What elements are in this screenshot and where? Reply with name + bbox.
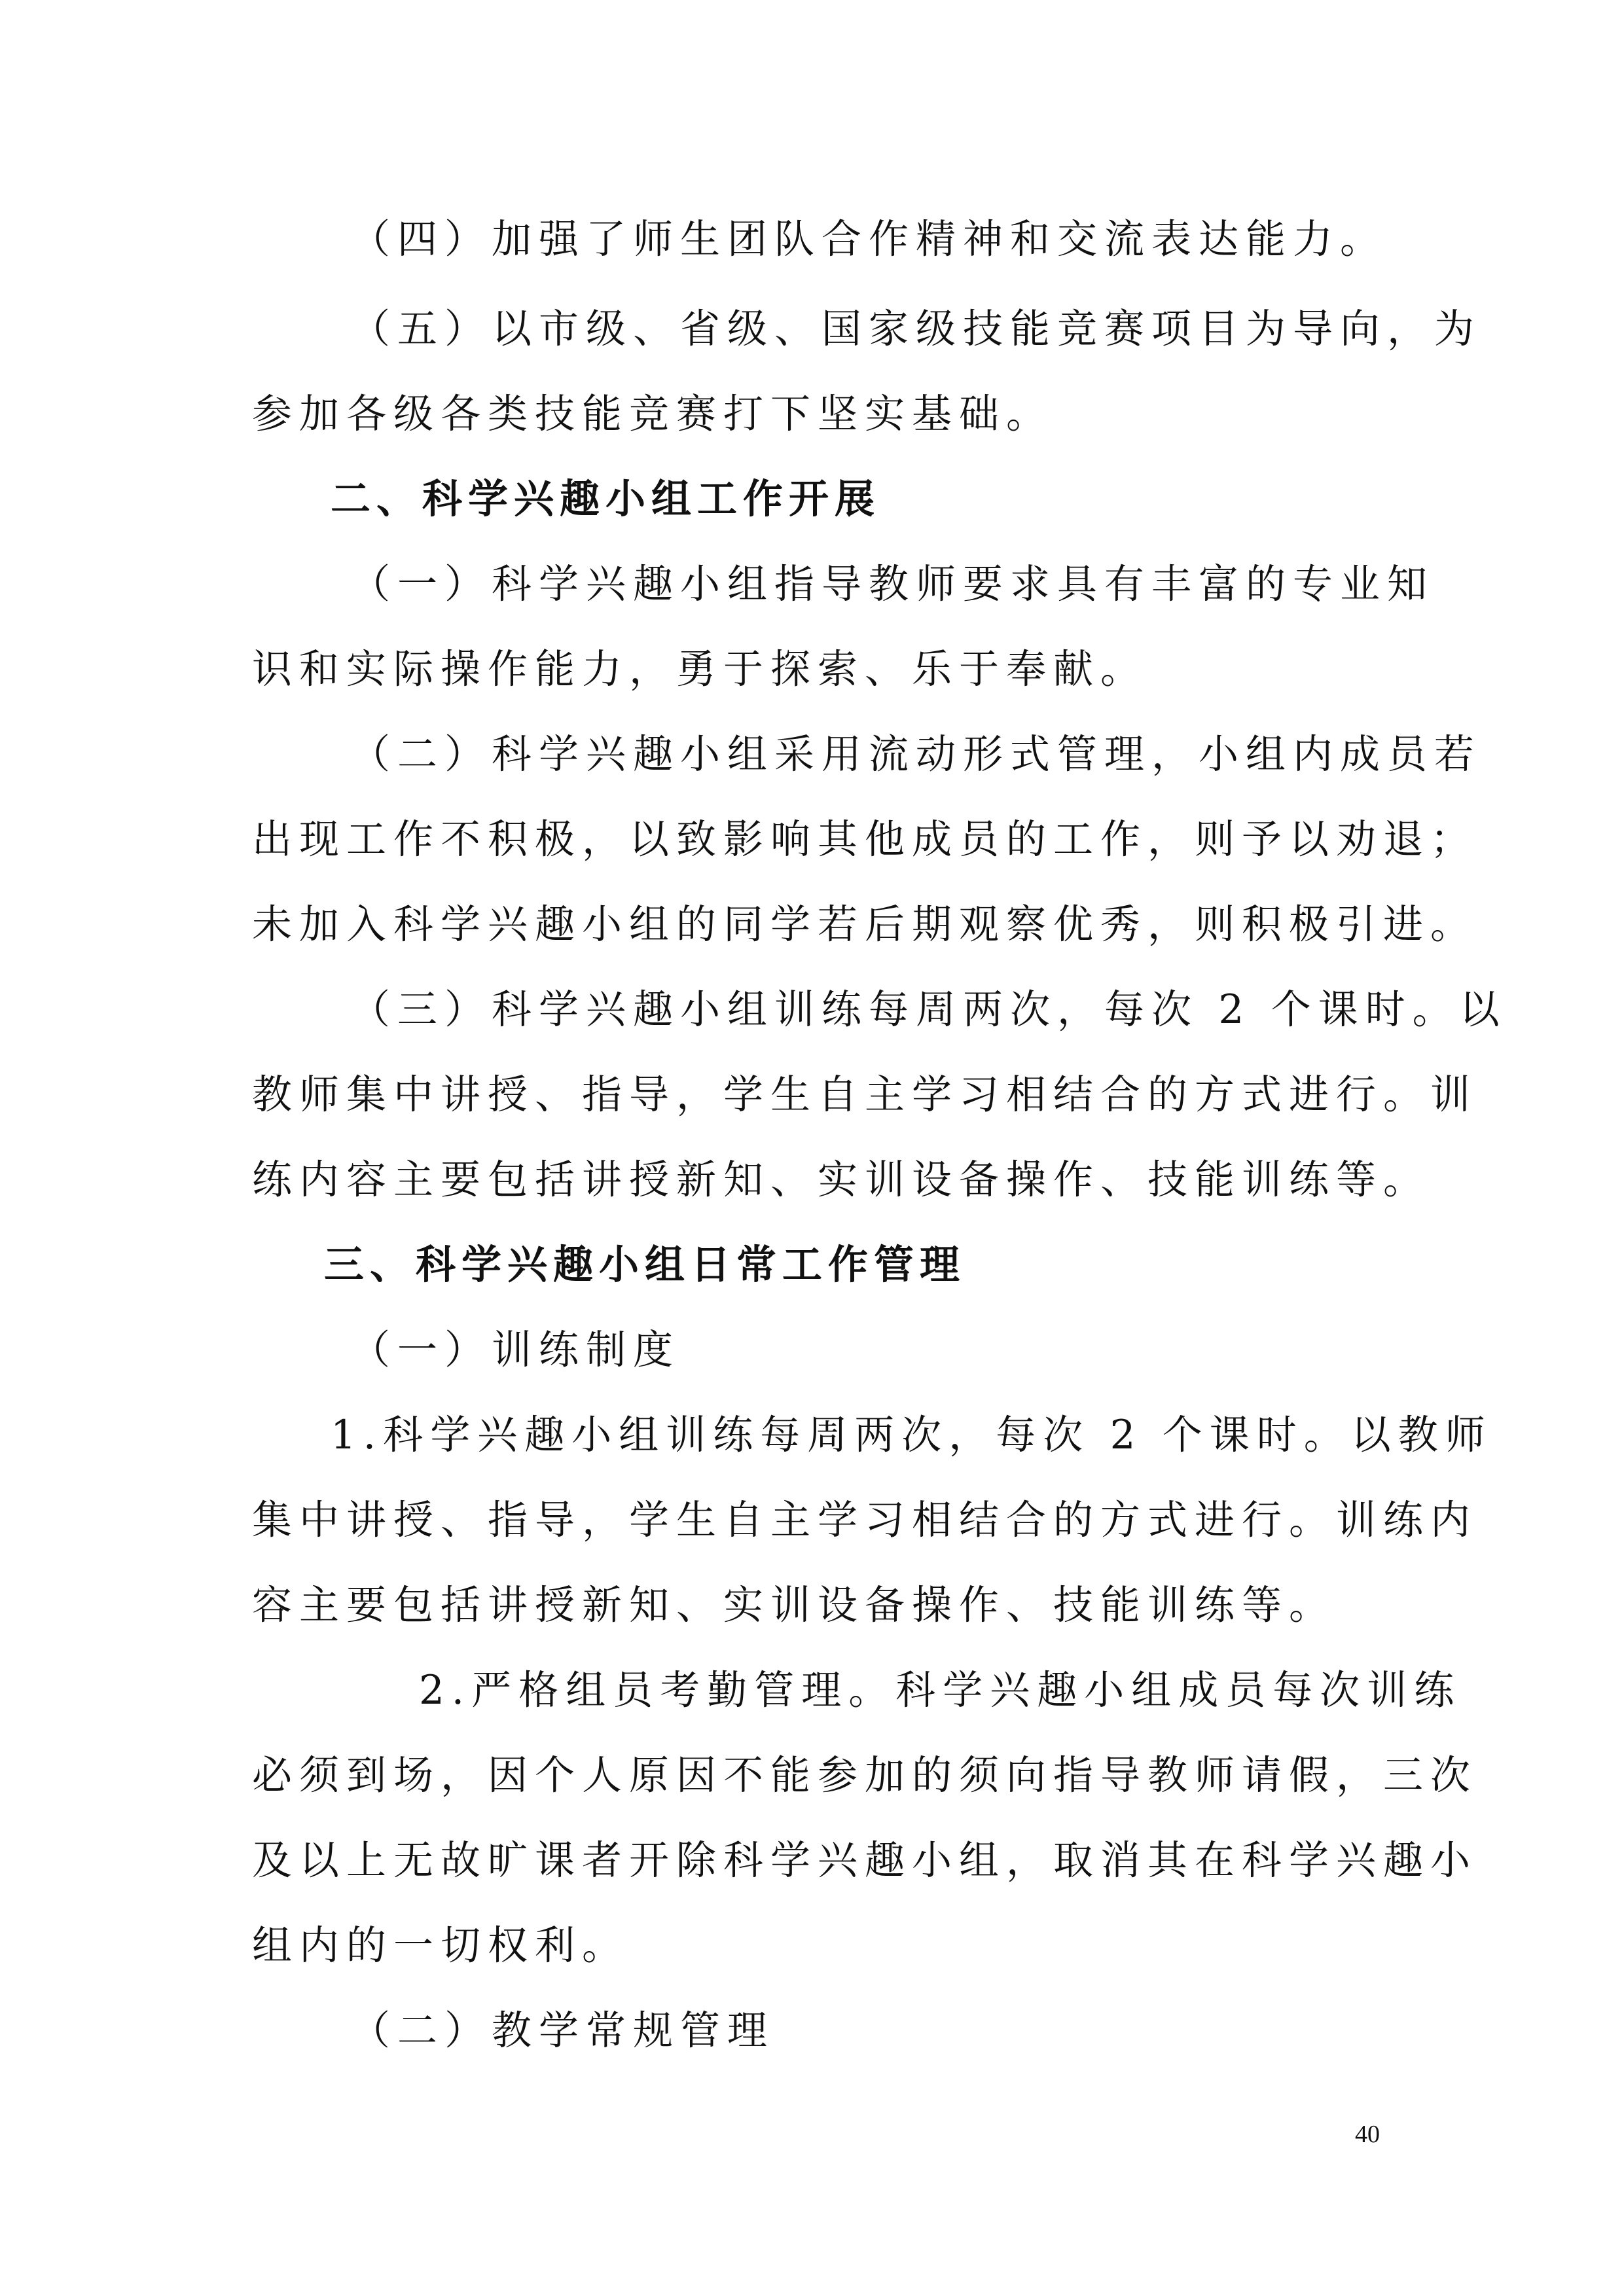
item-2-line-3: 及以上无故旷课者开除科学兴趣小组，取消其在科学兴趣小: [252, 1837, 1478, 1884]
section-heading-3: 三、科学兴趣小组日常工作管理: [324, 1242, 966, 1288]
paragraph-2-2-line-2: 出现工作不积极，以致影响其他成员的工作，则予以劝退；: [252, 816, 1478, 863]
paragraph-2-2-line-1: （二）科学兴趣小组采用流动形式管理，小组内成员若: [350, 731, 1482, 778]
paragraph-2-1-line-1: （一）科学兴趣小组指导教师要求具有丰富的专业知: [350, 561, 1435, 607]
subheading-3-1: （一）训练制度: [350, 1327, 681, 1373]
section-heading-2: 二、科学兴趣小组工作开展: [331, 476, 881, 522]
paragraph-2-1-line-2: 识和实际操作能力，勇于探索、乐于奉献。: [252, 646, 1148, 692]
item-2-line-2: 必须到场，因个人原因不能参加的须向指导教师请假，三次: [252, 1752, 1478, 1799]
paragraph-4-line-1: （四）加强了师生团队合作精神和交流表达能力。: [350, 216, 1388, 262]
item-1-line-2: 集中讲授、指导，学生自主学习相结合的方式进行。训练内: [252, 1497, 1478, 1543]
paragraph-2-3-line-2: 教师集中讲授、指导，学生自主学习相结合的方式进行。训: [252, 1071, 1478, 1118]
paragraph-5-line-2: 参加各级各类技能竞赛打下坚实基础。: [252, 391, 1054, 437]
paragraph-2-2-line-3: 未加入科学兴趣小组的同学若后期观察优秀，则积极引进。: [252, 901, 1478, 948]
paragraph-2-3-line-3: 练内容主要包括讲授新知、实训设备操作、技能训练等。: [252, 1157, 1431, 1203]
paragraph-5-line-1: （五）以市级、省级、国家级技能竞赛项目为导向，为: [350, 306, 1482, 352]
paragraph-2-3-line-1: （三）科学兴趣小组训练每周两次，每次 2 个课时。以: [350, 986, 1507, 1033]
page-number: 40: [1355, 2121, 1380, 2148]
subheading-3-2: （二）教学常规管理: [350, 2007, 775, 2054]
item-1-line-1: 1.科学兴趣小组训练每周两次，每次 2 个课时。以教师: [331, 1412, 1492, 1458]
item-2-line-1: 2.严格组员考勤管理。科学兴趣小组成员每次训练: [419, 1667, 1462, 1713]
item-2-line-4: 组内的一切权利。: [252, 1922, 630, 1969]
item-1-line-3: 容主要包括讲授新知、实训设备操作、技能训练等。: [252, 1582, 1337, 1628]
